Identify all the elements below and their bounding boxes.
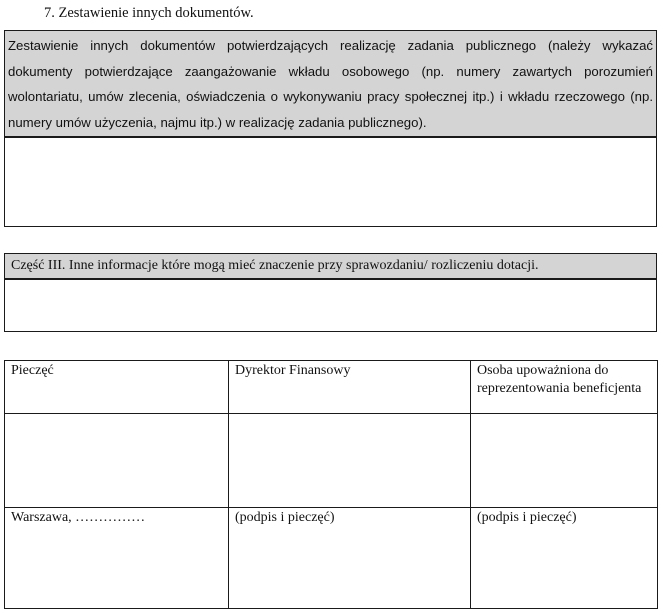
authorized-person-sign-label: (podpis i pieczęć) bbox=[471, 508, 658, 609]
section-7-title: 7. Zestawienie innych dokumentów. bbox=[44, 5, 254, 21]
part-3-content-field[interactable] bbox=[4, 278, 657, 332]
signature-footer-row bbox=[5, 508, 658, 609]
authorized-person-header: Osoba upoważniona do reprezentowania beneficjenta bbox=[471, 361, 658, 414]
place-date-field[interactable]: Warszawa, …………… bbox=[5, 508, 229, 609]
section-7-description: Zestawienie innych dokumentów potwierdzających realizację zadania publicznego (należy wykazać dokumenty potwierdzające zaangażowanie wkładu osobowego (np. numery zawartych porozumień wolontariatu, umów zlecenia, oświadczenia o wykonywaniu pracy społecznej itp.) i wkładu rzeczowego (np. numery umów użyczenia, najmu itp.) w realizację zadania publicznego). bbox=[4, 30, 657, 138]
finance-director-sign-label: (podpis i pieczęć) bbox=[229, 508, 471, 609]
signature-header-row bbox=[5, 361, 658, 414]
finance-director-signature-field[interactable] bbox=[229, 414, 471, 508]
stamp-field[interactable] bbox=[5, 414, 229, 508]
authorized-person-signature-field[interactable] bbox=[471, 414, 658, 508]
signature-space-row bbox=[5, 414, 658, 508]
finance-director-header: Dyrektor Finansowy bbox=[229, 361, 471, 414]
stamp-header: Pieczęć bbox=[5, 361, 229, 414]
part-3-title: Część III. Inne informacje które mogą mieć znaczenie przy sprawozdaniu/ rozliczeniu dotacji. bbox=[4, 253, 657, 280]
signature-table bbox=[4, 360, 658, 609]
section-7-content-field[interactable] bbox=[4, 136, 657, 227]
